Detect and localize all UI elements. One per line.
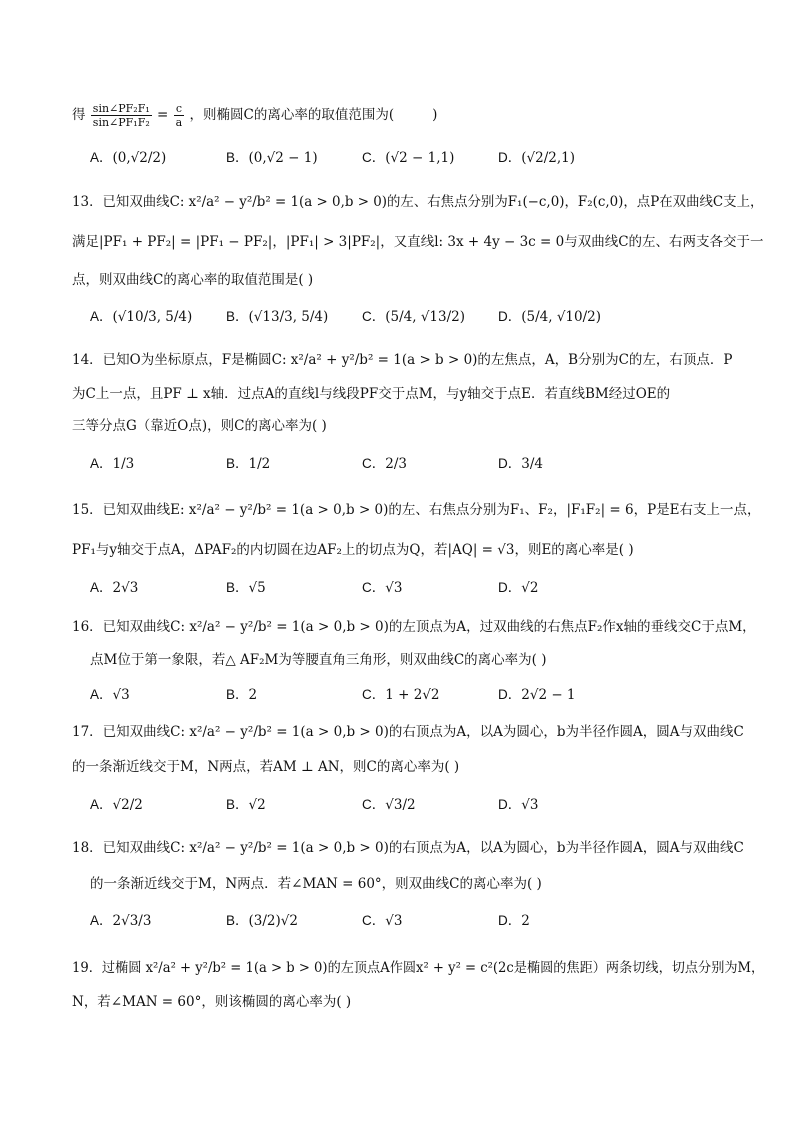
option-d[interactable]: D．2√2 − 1 xyxy=(498,687,576,703)
option-b[interactable]: B．√5 xyxy=(226,580,266,596)
option-a[interactable]: A．√2/2 xyxy=(90,797,143,813)
option-c[interactable]: C．√3/2 xyxy=(362,797,416,813)
q14-options xyxy=(90,447,750,481)
option-c[interactable]: C．1 + 2√2 xyxy=(362,687,440,703)
q14-line1: 14．已知O为坐标原点，F是椭圆C: x²/a² + y²/b² = 1(a > b > 0)的左焦点，A，B分别为C的左，右顶点．P xyxy=(72,352,733,368)
q18-line1: 18．已知双曲线C: x²/a² − y²/b² = 1(a > 0,b > 0)的右顶点为A，以A为圆心，b为半径作圆A，圆A与双曲线C xyxy=(72,840,744,856)
q18-line2: 的一条渐近线交于M，N两点．若∠MAN = 60°，则双曲线C的离心率为( ) xyxy=(90,876,542,892)
q19-line2: N，若∠MAN = 60°，则该椭圆的离心率为( ) xyxy=(72,994,352,1010)
option-c[interactable]: C．2/3 xyxy=(362,456,407,472)
q13-line3: 点，则双曲线C的离心率的取值范围是( ) xyxy=(72,272,314,288)
q18-options xyxy=(90,904,750,938)
option-a[interactable]: A．(√10/3, 5/4) xyxy=(90,309,193,325)
option-d[interactable]: D．√2 xyxy=(498,580,539,596)
q13-options xyxy=(90,300,750,334)
q15-line1: 15．已知双曲线E: x²/a² − y²/b² = 1(a > 0,b > 0)的左、右焦点分别为F₁、F₂，|F₁F₂| = 6，P是E右支上一点， xyxy=(72,502,761,518)
option-c[interactable]: C．(5/4, √13/2) xyxy=(362,309,466,325)
q13-line2: 满足|PF₁ + PF₂| = |PF₁ − PF₂|，|PF₁| > 3|PF₂|，又直线l: 3x + 4y − 3c = 0与双曲线C的左、右两支各交于一 xyxy=(72,234,764,250)
option-b[interactable]: B．√2 xyxy=(226,797,266,813)
q15-options xyxy=(90,571,750,605)
option-b[interactable]: B．2 xyxy=(226,687,258,703)
q17-line2: 的一条渐近线交于M，N两点，若AM ⊥ AN，则C的离心率为( ) xyxy=(72,759,460,775)
option-a[interactable]: A．(0,√2/2) xyxy=(90,150,167,166)
option-c[interactable]: C．√3 xyxy=(362,580,403,596)
option-d[interactable]: D．√3 xyxy=(498,797,539,813)
option-b[interactable]: B．(3/2)√2 xyxy=(226,913,298,929)
option-d[interactable]: D．(5/4, √10/2) xyxy=(498,309,602,325)
option-c[interactable]: C．√3 xyxy=(362,913,403,929)
option-a[interactable]: A．√3 xyxy=(90,687,130,703)
q16-line1: 16．已知双曲线C: x²/a² − y²/b² = 1(a > 0,b > 0)的左顶点为A，过双曲线的右焦点F₂作x轴的垂线交C于点M， xyxy=(72,619,756,635)
option-d[interactable]: D．(√2/2,1) xyxy=(498,150,575,166)
q12-ratio: $\frac{c}{a}$ xyxy=(175,102,183,129)
option-d[interactable]: D．3/4 xyxy=(498,456,543,472)
option-b[interactable]: B．1/2 xyxy=(226,456,271,472)
option-a[interactable]: A．2√3 xyxy=(90,580,139,596)
q16-line2: 点M位于第一象限，若△ AF₂M为等腰直角三角形，则双曲线C的离心率为( ) xyxy=(90,652,547,668)
q15-line2: PF₁与y轴交于点A，ΔPAF₂的内切圆在边AF₂上的切点为Q，若|AQ| = √3，则E的离心率是( ) xyxy=(72,542,634,558)
option-d[interactable]: D．2 xyxy=(498,913,530,929)
option-b[interactable]: B．(√13/3, 5/4) xyxy=(226,309,329,325)
q19-line1: 19．过椭圆 x²/a² + y²/b² = 1(a > b > 0)的左顶点A作圆x² + y² = c²(2c是椭圆的焦距）两条切线，切点分别为M， xyxy=(72,960,765,976)
q12-options xyxy=(90,141,750,175)
q13-line1: 13．已知双曲线C: x²/a² − y²/b² = 1(a > 0,b > 0)的左、右焦点分别为F₁(−c,0)，F₂(c,0)，点P在双曲线C支上， xyxy=(72,194,764,210)
option-c[interactable]: C．(√2 − 1,1) xyxy=(362,150,455,166)
q12-prefix: 得 xyxy=(72,107,86,123)
q12-stem: 得 $\frac{\text{sin∠PF₂F₁}}{\text{sin∠PF₁F₂}}$ = $\frac{c}{a}$ ，则椭圆C的离心率的取值范围为( ) xyxy=(72,102,438,129)
option-b[interactable]: B．(0,√2 − 1) xyxy=(226,150,318,166)
q14-line3: 三等分点G（靠近O点)，则C的离心率为( ) xyxy=(72,418,327,434)
option-a[interactable]: A．2√3/3 xyxy=(90,913,152,929)
q17-line1: 17．已知双曲线C: x²/a² − y²/b² = 1(a > 0,b > 0)的右顶点为A，以A为圆心，b为半径作圆A，圆A与双曲线C xyxy=(72,724,744,740)
q14-line2: 为C上一点，且PF ⊥ x轴．过点A的直线l与线段PF交于点M，与y轴交于点E．若直线BM经过OE的 xyxy=(72,386,671,402)
q17-options xyxy=(90,788,750,822)
q16-options xyxy=(90,678,750,712)
option-a[interactable]: A．1/3 xyxy=(90,456,135,472)
q12-fraction: $\frac{\text{sin∠PF₂F₁}}{\text{sin∠PF₁F₂}}$ xyxy=(92,102,150,129)
